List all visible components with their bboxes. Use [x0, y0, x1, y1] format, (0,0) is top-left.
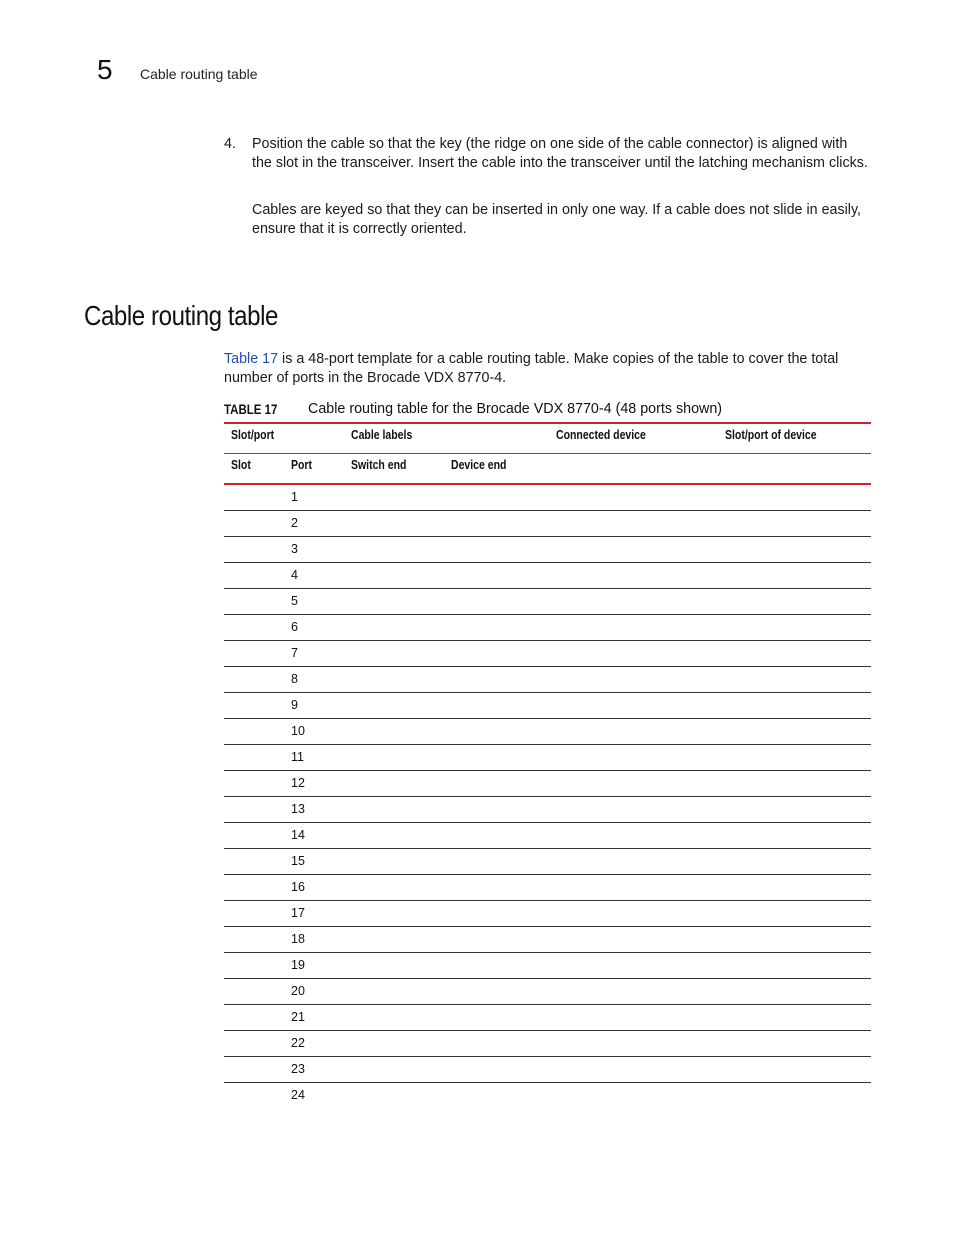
port-number-cell: 1 — [291, 490, 298, 504]
port-number-cell: 19 — [291, 958, 305, 972]
table-row — [224, 927, 871, 953]
table-caption-text: Cable routing table for the Brocade VDX 8770-4 (48 ports shown) — [308, 401, 723, 417]
table-row — [224, 1005, 871, 1031]
port-number-cell: 13 — [291, 802, 305, 816]
header-port: Port — [291, 458, 312, 472]
header-slot-port: Slot/port — [231, 428, 275, 442]
port-number-cell: 8 — [291, 672, 298, 686]
table-caption-label: TABLE 17 — [224, 401, 278, 417]
step-note: Cables are keyed so that they can be inserted in only one way. If a cable does not slide in easily, ensure that it is correctly oriented. — [252, 202, 862, 237]
intro-text: is a 48-port template for a cable routing table. Make copies of the table to cover the total number of ports in the Brocade VDX 8770-4. — [224, 351, 839, 386]
port-number-cell: 16 — [291, 880, 305, 894]
port-number-cell: 15 — [291, 854, 305, 868]
table-row — [224, 1031, 871, 1057]
table-caption — [224, 400, 870, 420]
port-number-cell: 21 — [291, 1010, 305, 1024]
port-number-cell: 20 — [291, 984, 305, 998]
table-header-row-1 — [224, 422, 871, 454]
cable-routing-table — [224, 422, 871, 1108]
step-text: Position the cable so that the key (the ridge on one side of the cable connector) is aligned with the slot in the transceiver. Insert the cable into the transceiver until the latching mechanism clicks. — [252, 136, 868, 171]
table-row — [224, 797, 871, 823]
table-17-link[interactable]: Table 17 — [224, 351, 279, 367]
table-row — [224, 849, 871, 875]
port-number-cell: 17 — [291, 906, 305, 920]
table-row — [224, 667, 871, 693]
chapter-number: 5 — [97, 54, 113, 85]
port-number-cell: 12 — [291, 776, 305, 790]
header-slot: Slot — [231, 458, 251, 472]
port-number-cell: 3 — [291, 542, 298, 556]
table-row — [224, 771, 871, 797]
header-connected-device: Connected device — [556, 428, 646, 442]
table-row — [224, 875, 871, 901]
table-row — [224, 823, 871, 849]
port-number-cell: 22 — [291, 1036, 305, 1050]
port-number-cell: 5 — [291, 594, 298, 608]
table-row — [224, 641, 871, 667]
table-row — [224, 953, 871, 979]
step-number: 4. — [224, 136, 236, 152]
port-number-cell: 14 — [291, 828, 305, 842]
table-row — [224, 537, 871, 563]
table-body — [224, 485, 871, 1108]
table-row — [224, 485, 871, 511]
table-row — [224, 589, 871, 615]
table-row — [224, 693, 871, 719]
port-number-cell: 24 — [291, 1088, 305, 1102]
port-number-cell: 23 — [291, 1062, 305, 1076]
section-title: Cable routing table — [84, 300, 278, 331]
header-cable-labels: Cable labels — [351, 428, 413, 442]
port-number-cell: 2 — [291, 516, 298, 530]
port-number-cell: 18 — [291, 932, 305, 946]
table-row — [224, 901, 871, 927]
header-switch-end: Switch end — [351, 458, 407, 472]
table-row — [224, 511, 871, 537]
table-row — [224, 745, 871, 771]
table-row — [224, 1057, 871, 1083]
port-number-cell: 9 — [291, 698, 298, 712]
table-row — [224, 979, 871, 1005]
port-number-cell: 6 — [291, 620, 298, 634]
table-row — [224, 1083, 871, 1108]
port-number-cell: 10 — [291, 724, 305, 738]
table-row — [224, 719, 871, 745]
intro-paragraph — [224, 350, 870, 388]
table-row — [224, 563, 871, 589]
port-number-cell: 4 — [291, 568, 298, 582]
running-header-title: Cable routing table — [140, 66, 258, 82]
table-row — [224, 615, 871, 641]
header-slot-port-of-device: Slot/port of device — [725, 428, 817, 442]
port-number-cell: 7 — [291, 646, 298, 660]
port-number-cell: 11 — [291, 750, 304, 764]
header-device-end: Device end — [451, 458, 507, 472]
table-header-row-2 — [224, 454, 871, 485]
